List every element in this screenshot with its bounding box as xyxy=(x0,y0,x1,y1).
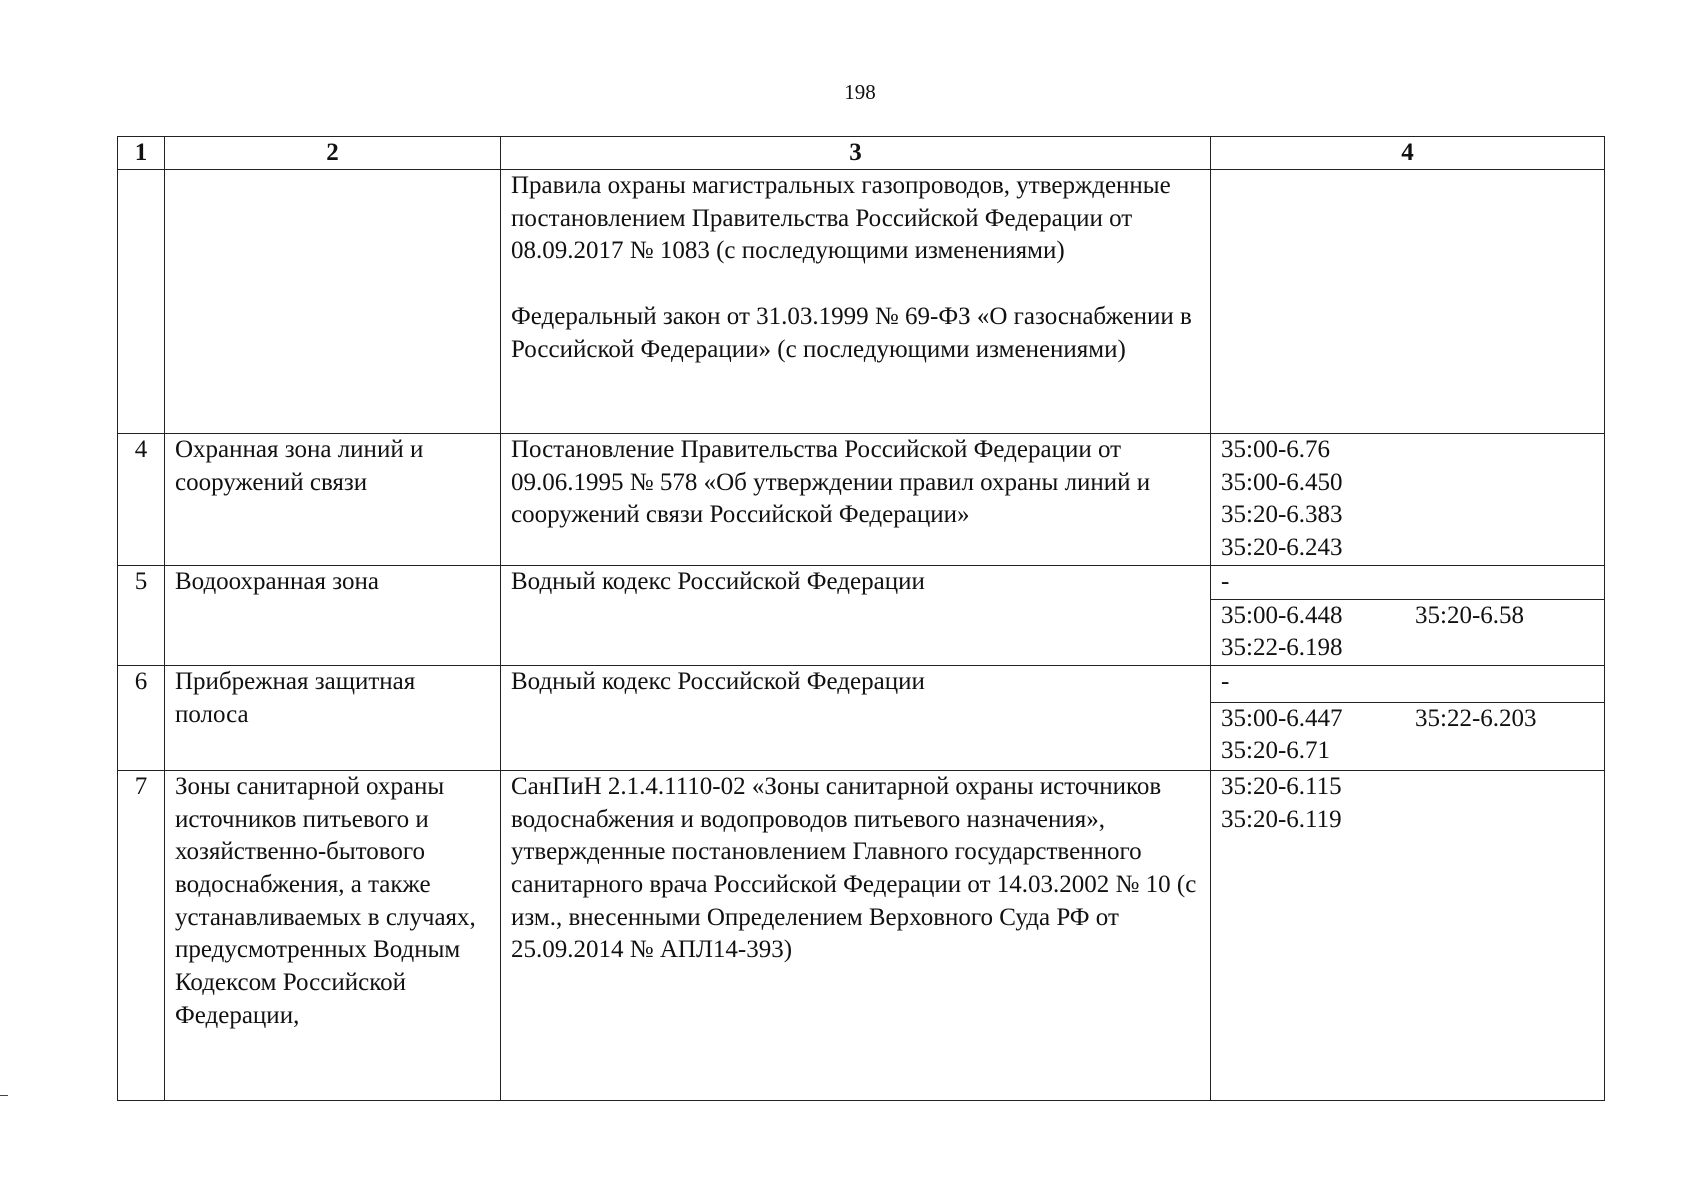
header-col-4: 4 xyxy=(1211,137,1605,170)
legal-basis: Водный кодекс Российской Федерации xyxy=(501,665,1211,770)
zone-codes xyxy=(1211,665,1605,770)
table-row xyxy=(118,665,1605,770)
zone-code: 35:22-6.198 xyxy=(1221,634,1343,662)
legal-document: Правила охраны магистральных газопроводов, утвержденные постановлением Правительства Российской Федерации от 08.09.2017 № 1083 (с последующими изменениями) xyxy=(511,172,1171,265)
row-number: 4 xyxy=(118,434,165,566)
table-row xyxy=(118,434,1605,566)
row-number xyxy=(118,170,165,434)
zone-codes xyxy=(1211,434,1605,566)
zone-name: Зоны санитарной охраны источников питьевого и хозяйственно-бытового водоснабжения, а также устанавливаемых в случаях, предусмотренных Водным Кодексом Российской Федерации, xyxy=(165,770,501,1100)
row-number: 5 xyxy=(118,565,165,665)
legal-document: Федеральный закон от 31.03.1999 № 69-ФЗ «О газоснабжении в Российской Федерации» (с последующими изменениями) xyxy=(511,302,1192,363)
header-col-2: 2 xyxy=(165,137,501,170)
zone-name xyxy=(165,170,501,434)
table-row xyxy=(118,770,1605,1100)
zone-code-dash: - xyxy=(1211,666,1604,703)
zone-name: Водоохранная зона xyxy=(165,565,501,665)
legal-basis: Постановление Правительства Российской Федерации от 09.06.1995 № 578 «Об утверждении правил охраны линий и сооружений связи Российской Федерации» xyxy=(501,434,1211,566)
header-row xyxy=(118,137,1605,170)
scan-edge-mark xyxy=(0,1095,8,1096)
zone-code: 35:20-6.71 xyxy=(1221,737,1331,765)
zone-code-dash: - xyxy=(1211,566,1604,600)
zone-code: 35:00-6.448 xyxy=(1221,601,1343,629)
header-col-3: 3 xyxy=(501,137,1211,170)
zone-codes xyxy=(1211,170,1605,434)
row-number: 6 xyxy=(118,665,165,770)
zone-code: 35:00-6.76 xyxy=(1221,436,1331,463)
zone-code: 35:20-6.115 xyxy=(1221,772,1342,800)
legal-basis: СанПиН 2.1.4.1110-02 «Зоны санитарной охраны источников водоснабжения и водопроводов питьевого назначения», утвержденные постановлением Главного государственного санитарного врача Российской Федерации от 14.03.2002 № 10 (с изм., внесенными Определением Верховного Суда РФ от 25.09.2014 № АПЛ14-393) xyxy=(501,770,1211,1100)
table-row xyxy=(118,170,1605,434)
zone-codes xyxy=(1211,770,1605,1100)
legal-basis: Водный кодекс Российской Федерации xyxy=(501,565,1211,665)
zone-code: 35:00-6.450 xyxy=(1221,468,1343,496)
zone-codes xyxy=(1211,565,1605,665)
header-col-1: 1 xyxy=(118,137,165,170)
legal-basis xyxy=(501,170,1211,434)
zone-name: Охранная зона линий и сооружений связи xyxy=(165,434,501,566)
table-row xyxy=(118,565,1605,665)
page-number: 198 xyxy=(844,80,876,104)
zone-code: 35:22-6.203 xyxy=(1415,704,1537,732)
zone-name: Прибрежная защитная полоса xyxy=(165,665,501,770)
zone-code: 35:20-6.119 xyxy=(1221,805,1342,833)
zone-code: 35:20-6.243 xyxy=(1221,534,1343,562)
zones-table xyxy=(117,136,1605,1101)
row-number: 7 xyxy=(118,770,165,1100)
zone-code: 35:20-6.58 xyxy=(1415,601,1525,629)
zone-code: 35:00-6.447 xyxy=(1221,704,1343,732)
zone-code: 35:20-6.383 xyxy=(1221,501,1343,529)
